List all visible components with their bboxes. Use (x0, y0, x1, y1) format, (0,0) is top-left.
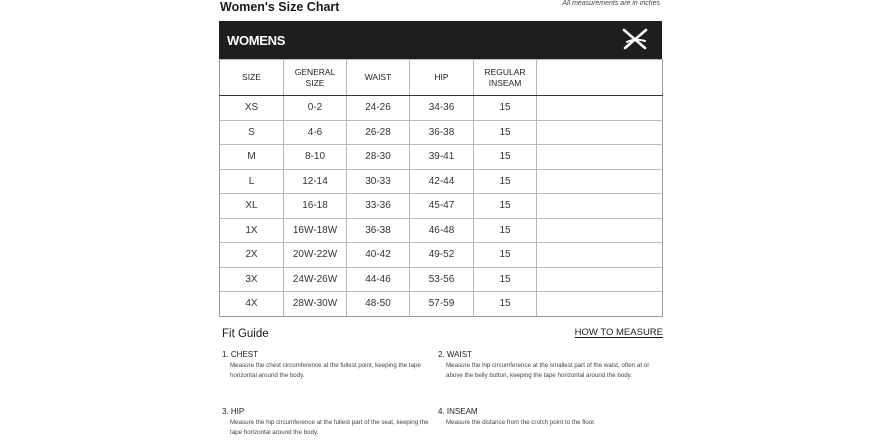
table-row (220, 267, 663, 292)
how-to-measure-link[interactable]: HOW TO MEASURE (574, 327, 663, 338)
cell-empty (537, 145, 663, 170)
table-row (220, 96, 663, 121)
cell-general: 4-6 (284, 120, 347, 145)
cell-hip: 34-36 (410, 96, 474, 121)
cell-general: 12-14 (284, 169, 347, 194)
page-title: Women's Size Chart (220, 0, 340, 14)
cell-hip: 42-44 (410, 169, 474, 194)
cell-waist: 44-46 (347, 267, 410, 292)
cell-waist: 28-30 (347, 145, 410, 170)
cell-size: 2X (220, 243, 284, 268)
guide-text: Measure the hip circumference at the smallest part of the waist, often at or above the belly button, keeping the tape horizontal around the body. (446, 362, 650, 379)
table-row (220, 120, 663, 145)
guide-item-hip (222, 407, 437, 438)
guide-heading: 2. WAIST (438, 350, 472, 359)
table-row (220, 218, 663, 243)
cell-waist: 30-33 (347, 169, 410, 194)
cell-empty (537, 243, 663, 268)
cell-hip: 39-41 (410, 145, 474, 170)
cell-size: XS (220, 96, 284, 121)
cell-size: 4X (220, 292, 284, 317)
cell-waist: 24-26 (347, 96, 410, 121)
table-row (220, 145, 663, 170)
table-row (220, 169, 663, 194)
guide-item-waist (438, 350, 653, 381)
col-header-inseam: REGULAR INSEAM (474, 60, 537, 96)
table-row (220, 292, 663, 317)
cell-inseam: 15 (474, 292, 537, 317)
cell-size: M (220, 145, 284, 170)
measurement-note: All measurements are in inches (562, 0, 660, 7)
guide-text: Measure the chest circumference at the fullest point, keeping the tape horizontal around the body. (230, 362, 421, 379)
col-header-size: SIZE (220, 60, 284, 96)
brand-logo-icon (622, 28, 648, 50)
cell-waist: 40-42 (347, 243, 410, 268)
cell-waist: 33-36 (347, 194, 410, 219)
table-row (220, 194, 663, 219)
cell-hip: 49-52 (410, 243, 474, 268)
cell-hip: 46-48 (410, 218, 474, 243)
cell-hip: 36-38 (410, 120, 474, 145)
col-header-empty (537, 60, 663, 96)
cell-empty (537, 194, 663, 219)
cell-empty (537, 267, 663, 292)
cell-waist: 26-28 (347, 120, 410, 145)
col-header-waist: WAIST (347, 60, 410, 96)
cell-inseam: 15 (474, 120, 537, 145)
cell-inseam: 15 (474, 194, 537, 219)
cell-empty (537, 169, 663, 194)
cell-size: S (220, 120, 284, 145)
cell-inseam: 15 (474, 169, 537, 194)
guide-heading: 3. HIP (222, 407, 245, 416)
col-header-hip: HIP (410, 60, 474, 96)
guide-item-inseam (438, 407, 653, 428)
cell-inseam: 15 (474, 96, 537, 121)
table-header-row (220, 60, 663, 96)
col-header-general-size: GENERAL SIZE (284, 60, 347, 96)
cell-size: 3X (220, 267, 284, 292)
womens-banner (219, 21, 662, 59)
cell-size: 1X (220, 218, 284, 243)
cell-inseam: 15 (474, 145, 537, 170)
cell-inseam: 15 (474, 243, 537, 268)
cell-size: L (220, 169, 284, 194)
cell-empty (537, 96, 663, 121)
guide-item-chest (222, 350, 437, 381)
banner-label: WOMENS (227, 33, 286, 48)
cell-empty (537, 218, 663, 243)
cell-general: 28W-30W (284, 292, 347, 317)
cell-empty (537, 292, 663, 317)
cell-general: 16-18 (284, 194, 347, 219)
guide-text: Measure the distance from the crotch point to the floor. (446, 419, 596, 426)
cell-inseam: 15 (474, 267, 537, 292)
cell-hip: 45-47 (410, 194, 474, 219)
cell-general: 0-2 (284, 96, 347, 121)
cell-waist: 48-50 (347, 292, 410, 317)
cell-general: 16W-18W (284, 218, 347, 243)
cell-general: 20W-22W (284, 243, 347, 268)
table-row (220, 243, 663, 268)
cell-hip: 53-56 (410, 267, 474, 292)
cell-size: XL (220, 194, 284, 219)
size-chart-table (219, 59, 663, 317)
guide-heading: 4. INSEAM (438, 407, 478, 416)
cell-inseam: 15 (474, 218, 537, 243)
cell-general: 24W-26W (284, 267, 347, 292)
guide-heading: 1. CHEST (222, 350, 259, 359)
guide-text: Measure the hip circumference at the fullest part of the seat, keeping the tape horizontal around the body. (230, 419, 429, 436)
cell-general: 8-10 (284, 145, 347, 170)
cell-waist: 36-38 (347, 218, 410, 243)
cell-hip: 57-59 (410, 292, 474, 317)
fit-guide-title: Fit Guide (222, 328, 269, 340)
cell-empty (537, 120, 663, 145)
